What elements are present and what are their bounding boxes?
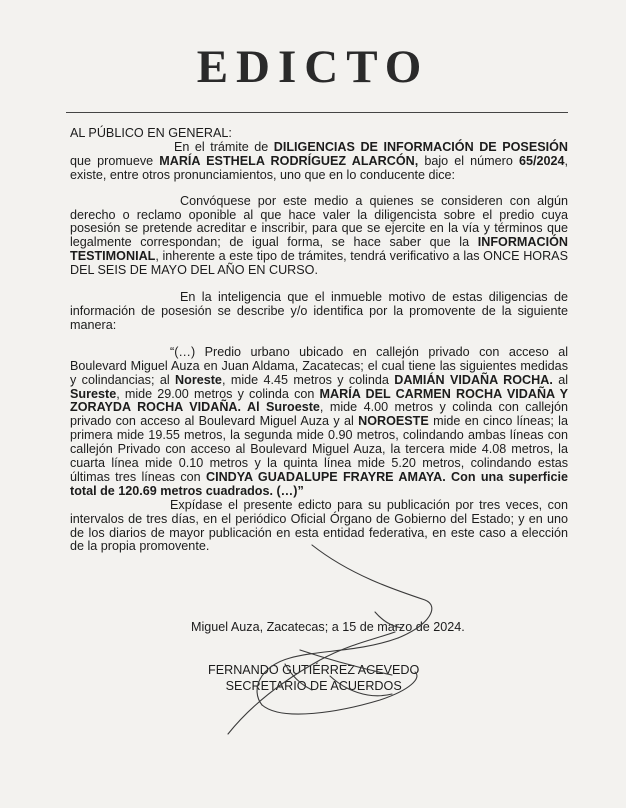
signer-title: SECRETARIO DE ACUERDOS [225,679,402,693]
paragraph-summons: Convóquese por este medio a quienes se consideren con algún derecho o reclamo oponible al que hace valer la diligencista sobre el predio cuya posesión se pretende acreditar e inscribir, para que se ejercite en la vía y términos que legalmente correspondan; de igual forma, se hace saber que la INFORMACIÓN TESTIMONIAL, inherente a este tipo de trámites, tendrá verificativo a las ONCE HORAS DEL SEIS DE MAYO DEL AÑO EN CURSO. [70,193,568,278]
paragraph-proceeding: En el trámite de DILIGENCIAS DE INFORMACIÓN DE POSESIÓN que promueve MARÍA ESTHELA RODRÍGUEZ ALARCÓN, bajo el número 65/2024, existe, entre otros pronunciamientos, uno que en lo conducente dice: [70,139,569,182]
paragraph-property-intro: En la inteligencia que el inmueble motivo de estas diligencias de información de posesión se describe y/o identifica por la promovente de la siguiente manera: [70,290,568,332]
salutation: AL PÚBLICO EN GENERAL: [70,126,232,140]
paragraph-property-description: “(…) Predio urbano ubicado en callejón privado con acceso al Boulevard Miguel Auza en Juan Aldama, Zacatecas; el cual tiene las siguientes medidas y colindancias; al Noreste, mide 4.45 metros y colinda DAMIÁN VIDAÑA ROCHA. al Sureste, mide 29.00 metros y colinda con MARÍA DEL CARMEN ROCHA VIDAÑA Y ZORAYDA ROCHA VIDAÑA. Al Suroeste, mide 4.00 metros y colinda con callejón privado con acceso al Boulevard Miguel Auza y al NOROESTE mide en cinco líneas; la primera mide 19.55 metros, la segunda mide 0.90 metros, colindando ambas líneas con callejón Privado con acceso al Boulevard Miguel Auza, la tercera mide 4.08 metros, la cuarta línea mide 0.10 metros y la quinta línea mide 5.20 metros, colindando estas últimas tres líneas con CINDYA GUADALUPE FRAYRE AMAYA. Con una superficie total de 120.69 metros cuadrados. (…)” [70,344,569,498]
paragraph-publication: Expídase el presente edicto para su publicación por tres veces, con intervalos de tres días, en el periódico Oficial Órgano de Gobierno del Estado; y en uno de los diarios de mayor publicación en esta entidad federativa, en este caso a elección de la propia promovente. [70,497,568,554]
signer-name: FERNANDO GUTIÉRREZ ACEVEDO [208,663,420,677]
document-title: EDICTO [196,41,430,93]
place-date: Miguel Auza, Zacatecas; a 15 de marzo de 2024. [191,620,465,634]
